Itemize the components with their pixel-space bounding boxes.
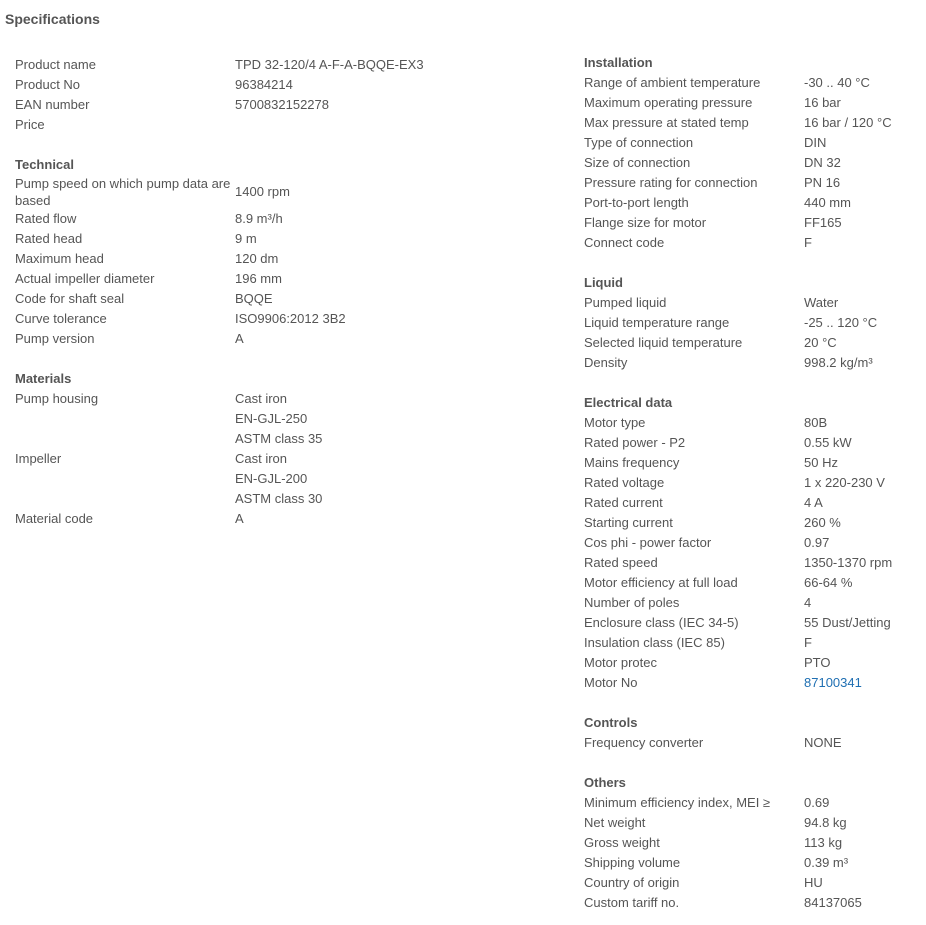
spec-value: 1400 rpm xyxy=(235,184,290,199)
spec-row-motor-no xyxy=(584,673,914,693)
spec-value: 0.69 xyxy=(804,795,830,810)
spec-row xyxy=(584,313,914,333)
spec-value: -25 .. 120 °C xyxy=(804,315,878,330)
spec-value: 440 mm xyxy=(804,195,851,210)
spec-row xyxy=(584,453,914,473)
spec-label: Size of connection xyxy=(584,155,691,170)
spec-value: 50 Hz xyxy=(804,455,838,470)
spec-label: Material code xyxy=(15,511,94,526)
section-heading-electrical: Electrical data xyxy=(584,395,673,410)
spec-value: F xyxy=(804,635,812,650)
general-section xyxy=(15,55,560,135)
spec-value-line: Cast iron xyxy=(235,391,288,406)
spec-label: Code for shaft seal xyxy=(15,291,125,306)
spec-value: 8.9 m³/h xyxy=(235,211,283,226)
spec-row xyxy=(584,653,914,673)
spec-value: DIN xyxy=(804,135,827,150)
spec-label: Minimum efficiency index, MEI ≥ xyxy=(584,795,771,810)
spec-value-line: EN-GJL-200 xyxy=(235,471,308,486)
spec-row xyxy=(584,833,914,853)
spec-row-shaft-seal xyxy=(15,289,560,309)
spec-row xyxy=(584,133,914,153)
spec-value: 4 A xyxy=(804,495,823,510)
spec-label: Rated flow xyxy=(15,211,77,226)
spec-value: 0.55 kW xyxy=(804,435,852,450)
spec-row xyxy=(584,173,914,193)
spec-value: 196 mm xyxy=(235,271,282,286)
spec-row xyxy=(584,153,914,173)
spec-row-product-no xyxy=(15,75,560,95)
spec-row xyxy=(584,113,914,133)
spec-label: Number of poles xyxy=(584,595,680,610)
spec-label: Pressure rating for connection xyxy=(584,175,758,190)
spec-row-impeller xyxy=(15,449,560,509)
spec-row-curve-tolerance xyxy=(15,309,560,329)
right-spec-column xyxy=(584,53,914,913)
spec-value: -30 .. 40 °C xyxy=(804,75,870,90)
spec-value: 120 dm xyxy=(235,251,279,266)
spec-value-line: ASTM class 35 xyxy=(235,431,323,446)
spec-value: 66-64 % xyxy=(804,575,853,590)
spec-label: Curve tolerance xyxy=(15,311,107,326)
spec-row-ean-number xyxy=(15,95,560,115)
spec-label: Port-to-port length xyxy=(584,195,689,210)
spec-label: Flange size for motor xyxy=(584,215,707,230)
spec-value: 4 xyxy=(804,595,812,610)
spec-value: 998.2 kg/m³ xyxy=(804,355,873,370)
spec-value-line: EN-GJL-250 xyxy=(235,411,308,426)
spec-label: Rated speed xyxy=(584,555,658,570)
spec-label: Motor protec xyxy=(584,655,657,670)
spec-label: Custom tariff no. xyxy=(584,895,680,910)
spec-label: Maximum head xyxy=(15,251,104,266)
spec-value: 80B xyxy=(804,415,828,430)
spec-value: 1350-1370 rpm xyxy=(804,555,893,570)
spec-row-price xyxy=(15,115,560,135)
spec-value: PTO xyxy=(804,655,831,670)
spec-value: TPD 32-120/4 A-F-A-BQQE-EX3 xyxy=(235,57,424,72)
spec-row xyxy=(584,513,914,533)
section-heading-others: Others xyxy=(584,775,626,790)
spec-value: F xyxy=(804,235,812,250)
spec-value: 55 Dust/Jetting xyxy=(804,615,891,630)
spec-label: Rated head xyxy=(15,231,83,246)
spec-row xyxy=(584,573,914,593)
liquid-section xyxy=(584,273,914,373)
spec-value: A xyxy=(235,331,244,346)
spec-row xyxy=(584,193,914,213)
spec-label: Frequency converter xyxy=(584,735,704,750)
spec-value: 94.8 kg xyxy=(804,815,847,830)
left-spec-column xyxy=(15,55,560,529)
spec-value xyxy=(235,115,560,135)
spec-row xyxy=(584,613,914,633)
spec-row-impeller-diameter xyxy=(15,269,560,289)
spec-label: Density xyxy=(584,355,628,370)
spec-row xyxy=(584,433,914,453)
spec-value: NONE xyxy=(804,735,842,750)
spec-label: Range of ambient temperature xyxy=(584,75,761,90)
spec-value: 260 % xyxy=(804,515,841,530)
spec-label: Country of origin xyxy=(584,875,680,890)
spec-row xyxy=(584,793,914,813)
spec-value-list xyxy=(235,449,560,509)
spec-label: Pumped liquid xyxy=(584,295,667,310)
spec-row xyxy=(584,333,914,353)
spec-row-rated-head xyxy=(15,229,560,249)
spec-label: Selected liquid temperature xyxy=(584,335,743,350)
spec-value: 16 bar / 120 °C xyxy=(804,115,892,130)
spec-value: 9 m xyxy=(235,231,257,246)
spec-row xyxy=(584,213,914,233)
spec-value: DN 32 xyxy=(804,155,841,170)
spec-value: A xyxy=(235,511,244,526)
section-heading-technical: Technical xyxy=(15,157,75,172)
spec-row xyxy=(584,493,914,513)
spec-value: 0.39 m³ xyxy=(804,855,849,870)
spec-value: 16 bar xyxy=(804,95,841,110)
spec-row-maximum-head xyxy=(15,249,560,269)
spec-row xyxy=(584,93,914,113)
spec-row-material-code xyxy=(15,509,560,529)
spec-value: PN 16 xyxy=(804,175,841,190)
spec-row xyxy=(584,813,914,833)
spec-row-product-name xyxy=(15,55,560,75)
spec-label: Actual impeller diameter xyxy=(15,271,155,286)
spec-label: Net weight xyxy=(584,815,646,830)
spec-value: 96384214 xyxy=(235,77,293,92)
technical-section xyxy=(15,155,560,349)
spec-label: Mains frequency xyxy=(584,455,680,470)
section-heading-controls: Controls xyxy=(584,715,638,730)
motor-no-link[interactable]: 87100341 xyxy=(804,675,862,690)
spec-value: FF165 xyxy=(804,215,842,230)
materials-section xyxy=(15,369,560,529)
spec-row xyxy=(584,733,914,753)
spec-value: HU xyxy=(804,875,823,890)
spec-label: Rated current xyxy=(584,495,663,510)
spec-label: Pump housing xyxy=(15,391,99,406)
spec-value-line: Cast iron xyxy=(235,451,288,466)
spec-label: Rated voltage xyxy=(584,475,665,490)
spec-label: Liquid temperature range xyxy=(584,315,730,330)
spec-value: BQQE xyxy=(235,291,273,306)
spec-label: Rated power - P2 xyxy=(584,435,686,450)
spec-label: Gross weight xyxy=(584,835,660,850)
spec-row xyxy=(584,633,914,653)
spec-value: 113 kg xyxy=(804,835,843,850)
spec-row xyxy=(584,853,914,873)
spec-row xyxy=(584,413,914,433)
spec-label: Motor type xyxy=(584,415,646,430)
spec-label: Price xyxy=(15,117,45,132)
spec-label: Motor efficiency at full load xyxy=(584,575,738,590)
spec-value-line: ASTM class 30 xyxy=(235,491,323,506)
spec-label: Connect code xyxy=(584,235,665,250)
spec-label: Pump speed on which pump data are based xyxy=(15,176,231,208)
spec-label: Impeller xyxy=(15,451,62,466)
spec-value: 1 x 220-230 V xyxy=(804,475,885,490)
installation-section xyxy=(584,53,914,253)
spec-row-rated-flow xyxy=(15,209,560,229)
spec-label: Insulation class (IEC 85) xyxy=(584,635,725,650)
spec-row xyxy=(584,353,914,373)
spec-row-pump-version xyxy=(15,329,560,349)
others-section xyxy=(584,773,914,913)
spec-label: EAN number xyxy=(15,97,90,112)
spec-value: ISO9906:2012 3B2 xyxy=(235,311,346,326)
electrical-section xyxy=(584,393,914,693)
section-heading-materials: Materials xyxy=(15,371,72,386)
spec-value-list xyxy=(235,389,560,449)
spec-row xyxy=(584,293,914,313)
spec-label: Product name xyxy=(15,57,96,72)
page-title: Specifications xyxy=(5,11,100,27)
spec-row xyxy=(584,553,914,573)
spec-value: 0.97 xyxy=(804,535,830,550)
spec-label: Shipping volume xyxy=(584,855,681,870)
spec-row-pump-housing xyxy=(15,389,560,449)
section-heading-liquid: Liquid xyxy=(584,275,623,290)
spec-label: Product No xyxy=(15,77,81,92)
spec-value: 20 °C xyxy=(804,335,837,350)
spec-row xyxy=(584,593,914,613)
spec-label: Maximum operating pressure xyxy=(584,95,753,110)
spec-value: 5700832152278 xyxy=(235,97,329,112)
spec-label: Pump version xyxy=(15,331,95,346)
spec-row xyxy=(584,533,914,553)
spec-label: Motor No xyxy=(584,675,638,690)
spec-row xyxy=(584,893,914,913)
spec-row-pump-speed xyxy=(15,175,560,209)
spec-row xyxy=(584,73,914,93)
spec-row xyxy=(584,233,914,253)
spec-row xyxy=(584,873,914,893)
spec-label: Max pressure at stated temp xyxy=(584,115,749,130)
spec-value: Water xyxy=(804,295,839,310)
controls-section xyxy=(584,713,914,753)
spec-label: Cos phi - power factor xyxy=(584,535,712,550)
spec-label: Starting current xyxy=(584,515,673,530)
spec-row xyxy=(584,473,914,493)
spec-value: 84137065 xyxy=(804,895,862,910)
spec-label: Type of connection xyxy=(584,135,694,150)
spec-label: Enclosure class (IEC 34-5) xyxy=(584,615,739,630)
section-heading-installation: Installation xyxy=(584,55,653,70)
